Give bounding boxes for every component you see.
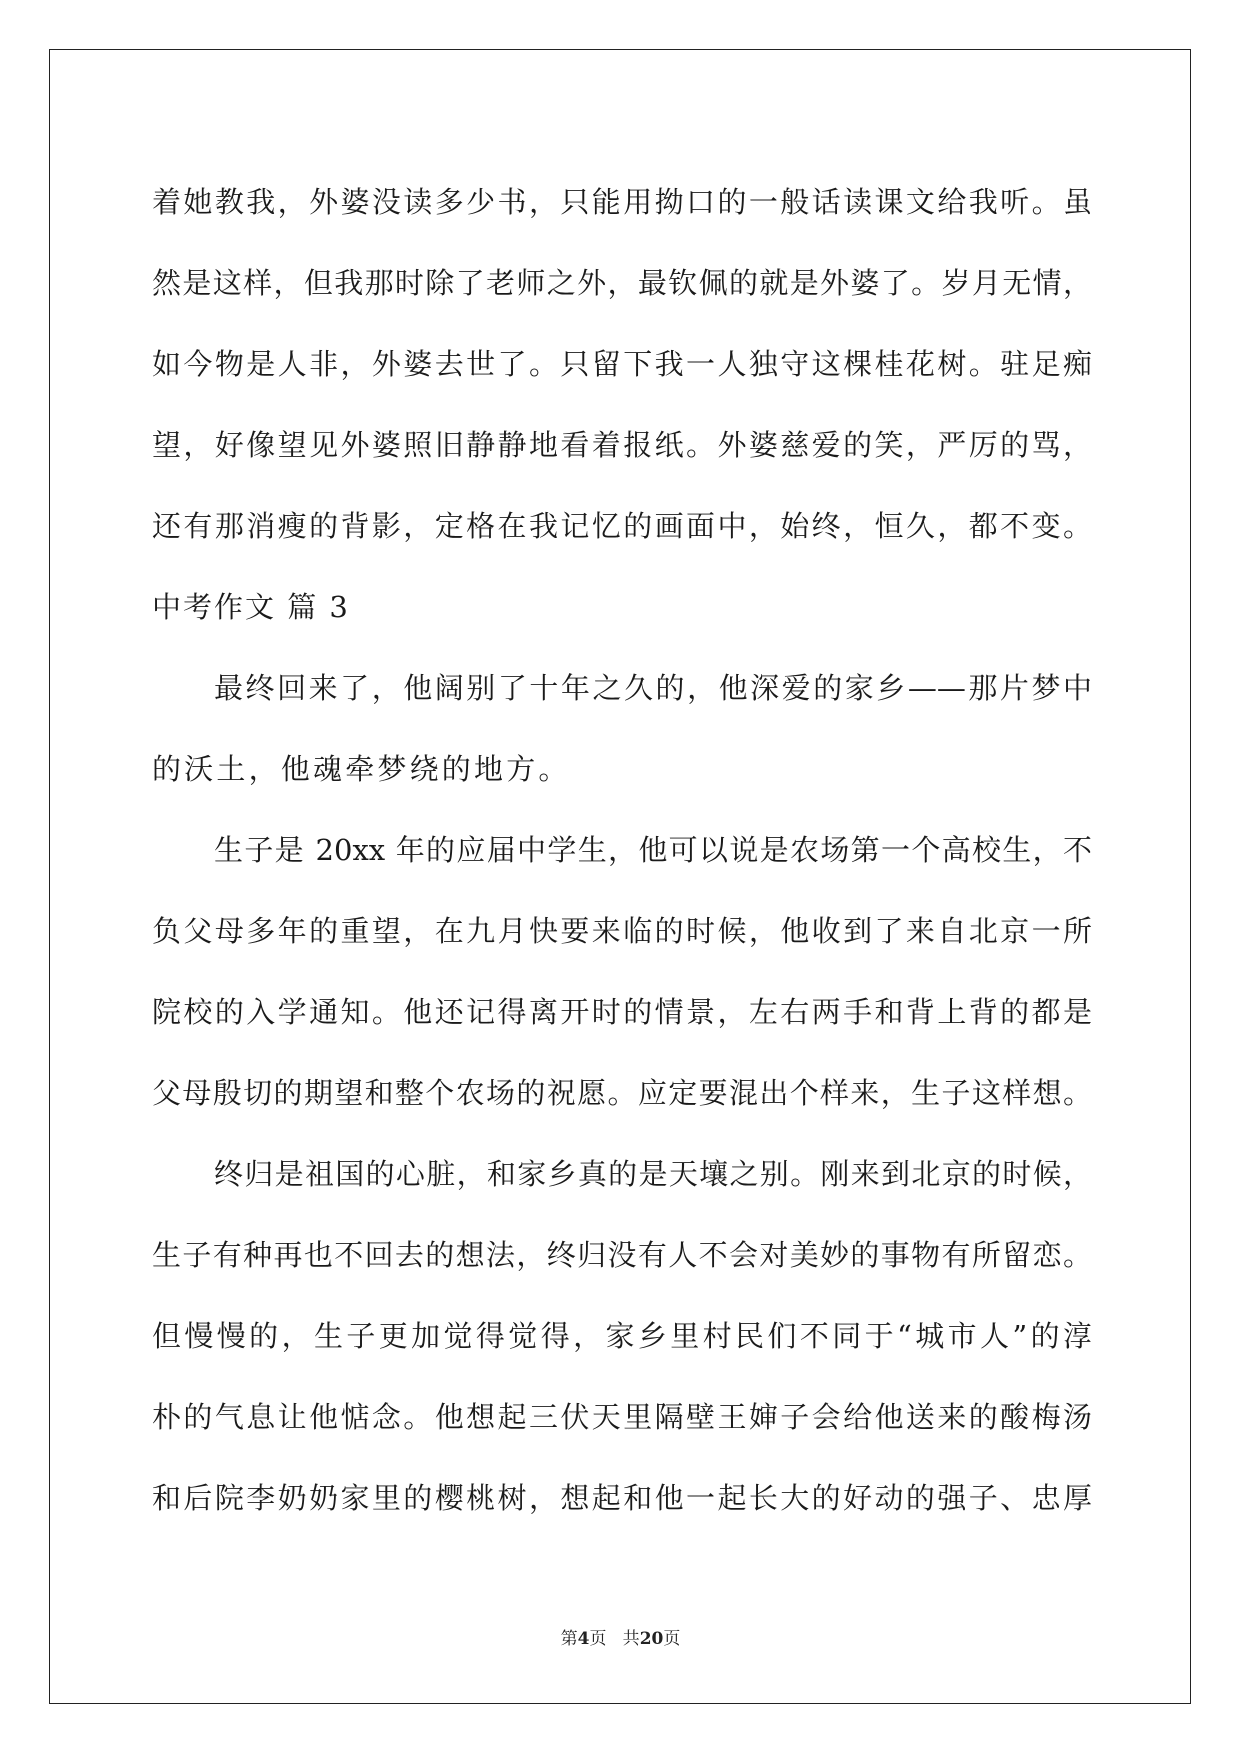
text-line: 望，好像望见外婆照旧静静地看着报纸。外婆慈爱的笑，严厉的骂，: [152, 428, 1092, 462]
text-line: 负父母多年的重望，在九月快要来临的时候，他收到了来自北京一所: [152, 914, 1092, 948]
text-line: 朴的气息让他惦念。他想起三伏天里隔壁王婶子会给他送来的酸梅汤: [152, 1400, 1092, 1434]
footer-page-suffix: 页: [663, 1629, 681, 1649]
text-line: 着她教我，外婆没读多少书，只能用拗口的一般话读课文给我听。虽: [152, 185, 1092, 219]
footer-page-prefix: 第: [560, 1629, 578, 1649]
footer-page-total: 20: [639, 1629, 664, 1649]
text-line: 的沃土，他魂牵梦绕的地方。: [152, 752, 571, 786]
text-line: 然是这样，但我那时除了老师之外，最钦佩的就是外婆了。岁月无情，: [152, 266, 1092, 300]
text-line: 终归是祖国的心脏，和家乡真的是天壤之别。刚来到北京的时候，: [214, 1157, 1092, 1191]
text-line: 还有那消瘦的背影，定格在我记忆的画面中，始终，恒久，都不变。: [152, 509, 1092, 543]
text-line: 如今物是人非，外婆去世了。只留下我一人独守这棵桂花树。驻足痴: [152, 347, 1092, 381]
text-line: 生子是 20xx 年的应届中学生，他可以说是农场第一个高校生，不: [214, 833, 1092, 867]
section-heading: 中考作文 篇 3: [152, 590, 350, 624]
page-footer: [0, 1624, 1241, 1649]
text-line: 院校的入学通知。他还记得离开时的情景，左右两手和背上背的都是: [152, 995, 1092, 1029]
text-line: 最终回来了，他阔别了十年之久的，他深爱的家乡——那片梦中: [214, 671, 1092, 705]
footer-page-current: 4: [577, 1629, 590, 1649]
text-line: 父母殷切的期望和整个农场的祝愿。应定要混出个样来，生子这样想。: [152, 1076, 1092, 1110]
text-line: 生子有种再也不回去的想法，终归没有人不会对美妙的事物有所留恋。: [152, 1238, 1092, 1272]
footer-page-mid: 页 共: [589, 1629, 640, 1649]
text-line: 但慢慢的，生子更加觉得觉得，家乡里村民们不同于“城市人”的淳: [152, 1319, 1092, 1353]
document-body: [152, 162, 1092, 1539]
text-line: 和后院李奶奶家里的樱桃树，想起和他一起长大的好动的强子、忠厚: [152, 1481, 1092, 1515]
